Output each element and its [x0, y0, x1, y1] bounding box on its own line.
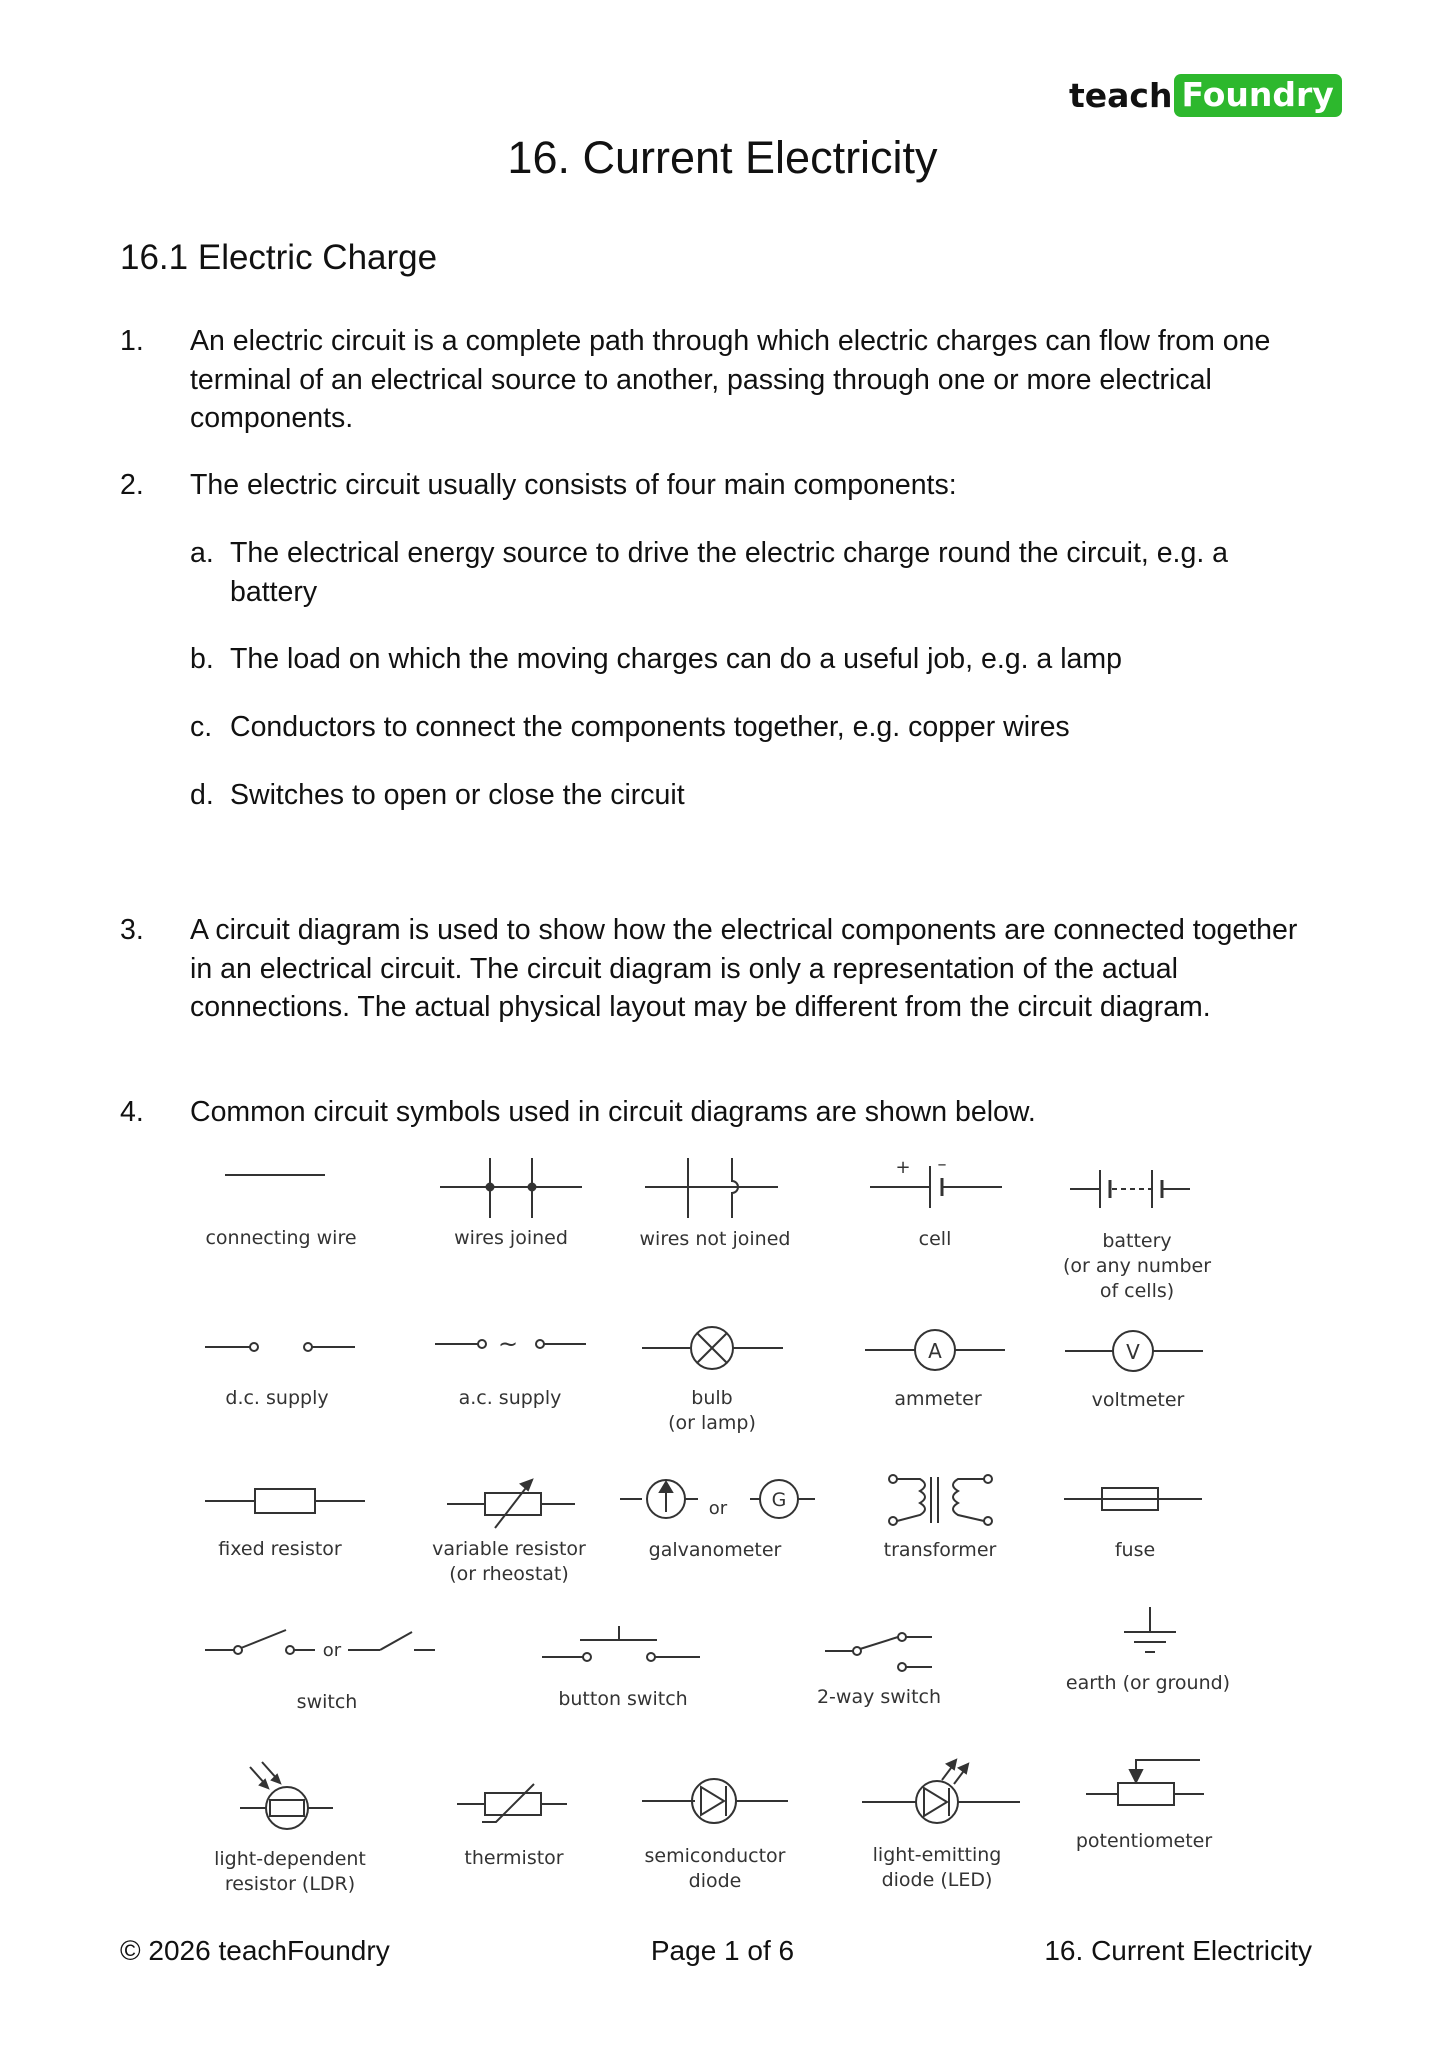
caption-bulb-line2: (or lamp) [668, 1412, 756, 1434]
bulb-symbol [642, 1327, 783, 1369]
caption-switch: switch [296, 1691, 358, 1713]
item-number: 2. [120, 469, 144, 501]
caption-dc-supply: d.c. supply [225, 1387, 329, 1409]
ammeter-symbol [865, 1330, 1005, 1370]
potentiometer-symbol [1086, 1760, 1204, 1805]
sub-item-text: Conductors to connect the components together, e.g. copper wires [230, 711, 1070, 743]
two-way-switch-symbol [825, 1633, 932, 1671]
sub-item-letter: c. [190, 711, 213, 743]
caption-ldr-line2: resistor (LDR) [224, 1873, 356, 1895]
caption-ac-supply: a.c. supply [458, 1387, 562, 1409]
fuse-symbol [1064, 1488, 1202, 1510]
caption-battery-line1: battery [1102, 1230, 1172, 1252]
caption-earth: earth (or ground) [1065, 1672, 1231, 1694]
wires-joined-symbol [440, 1158, 582, 1218]
caption-button-switch: button switch [558, 1688, 688, 1710]
caption-bulb-line1: bulb [691, 1387, 733, 1409]
ammeter-letter: A [928, 1339, 942, 1363]
caption-transformer: transformer [883, 1539, 997, 1561]
caption-variable-resistor-line1: variable resistor [432, 1538, 586, 1560]
teachfoundry-logo [1069, 74, 1342, 117]
button-switch-symbol [542, 1626, 700, 1661]
sub-item-letter: a. [190, 537, 214, 569]
switch-or: or [322, 1640, 342, 1661]
caption-led-line2: diode (LED) [881, 1869, 993, 1891]
caption-wires-joined: wires joined [454, 1227, 568, 1249]
caption-led-line1: light-emitting [872, 1844, 1002, 1866]
caption-bulb [668, 1386, 756, 1436]
caption-diode-line1: semiconductor [644, 1845, 786, 1867]
caption-led [873, 1843, 1002, 1893]
caption-battery-line2: (or any number [1062, 1255, 1212, 1277]
earth-symbol [1124, 1607, 1176, 1652]
ac-tilde: ~ [497, 1330, 519, 1358]
sub-item-text: Switches to open or close the circuit [230, 779, 685, 811]
section-heading: 16.1 Electric Charge [120, 238, 438, 277]
logo-text-teach: teach [1069, 76, 1173, 115]
voltmeter-letter: V [1126, 1340, 1140, 1364]
sub-item-text: The electrical energy source to drive the electric charge round the circuit, e.g. a battery [230, 537, 1229, 608]
cell-plus-sign: + [895, 1157, 911, 1178]
led-symbol [862, 1760, 1020, 1823]
caption-voltmeter: voltmeter [1091, 1389, 1185, 1411]
galvanometer-symbol [620, 1480, 815, 1519]
item-text: The electric circuit usually consists of four main components: [190, 469, 957, 501]
caption-ldr [214, 1847, 366, 1897]
caption-fixed-resistor: fixed resistor [218, 1538, 342, 1560]
cell-symbol [870, 1154, 1002, 1208]
item-number: 1. [120, 325, 144, 357]
circuit-symbols-figure [190, 1150, 1240, 1910]
fixed-resistor-symbol [205, 1489, 365, 1513]
caption-battery-line3: of cells) [1099, 1280, 1175, 1302]
galvanometer-or: or [708, 1498, 728, 1519]
page-title: 16. Current Electricity [507, 132, 938, 183]
caption-potentiometer: potentiometer [1075, 1830, 1213, 1852]
caption-ammeter: ammeter [894, 1388, 982, 1410]
cell-minus-sign: – [937, 1154, 947, 1175]
wires-not-joined-symbol [645, 1158, 778, 1218]
item-number: 4. [120, 1096, 144, 1128]
caption-connecting-wire: connecting wire [205, 1227, 357, 1249]
caption-wires-not-joined: wires not joined [639, 1228, 791, 1250]
caption-thermistor: thermistor [464, 1847, 564, 1869]
caption-variable-resistor-line2: (or rheostat) [449, 1563, 569, 1585]
caption-cell: cell [918, 1228, 952, 1250]
sub-item-text: The load on which the moving charges can do a useful job, e.g. a lamp [230, 643, 1122, 675]
footer-copyright: © 2026 teachFoundry [120, 1935, 390, 1966]
footer-page-number: Page 1 of 6 [650, 1935, 795, 1966]
item-number: 3. [120, 914, 144, 946]
voltmeter-symbol [1065, 1331, 1203, 1371]
item-text: An electric circuit is a complete path through which electric charges can flow from one terminal of an electrical source to another, passing through one or more electrical components. [190, 325, 1271, 434]
item-text: Common circuit symbols used in circuit diagrams are shown below. [190, 1096, 1036, 1128]
diode-symbol [642, 1779, 788, 1823]
thermistor-symbol [457, 1784, 567, 1822]
dc-supply-symbol [205, 1343, 355, 1351]
transformer-symbol [889, 1475, 992, 1525]
caption-variable-resistor [432, 1537, 586, 1587]
caption-fuse: fuse [1114, 1539, 1156, 1561]
ac-supply-symbol [435, 1330, 586, 1358]
switch-symbol [205, 1630, 435, 1661]
ldr-symbol [240, 1762, 333, 1829]
galvanometer-letter: G [771, 1489, 787, 1511]
sub-item-letter: b. [190, 643, 214, 675]
caption-battery [1063, 1229, 1211, 1304]
battery-symbol [1070, 1170, 1190, 1208]
caption-diode [645, 1844, 786, 1894]
caption-diode-line2: diode [688, 1870, 742, 1892]
caption-two-way-switch: 2-way switch [816, 1686, 942, 1708]
sub-item-letter: d. [190, 779, 214, 811]
caption-galvanometer: galvanometer [648, 1539, 782, 1561]
logo-text-foundry: Foundry [1174, 74, 1341, 117]
item-text: A circuit diagram is used to show how the electrical components are connected together in an electrical circuit. The circuit diagram is only a representation of the actual connections. The actual physical layout may be different from the circuit diagram. [190, 914, 1298, 1023]
variable-resistor-symbol [447, 1480, 575, 1528]
footer-chapter-title: 16. Current Electricity [1044, 1935, 1312, 1966]
caption-ldr-line1: light-dependent [214, 1848, 366, 1870]
